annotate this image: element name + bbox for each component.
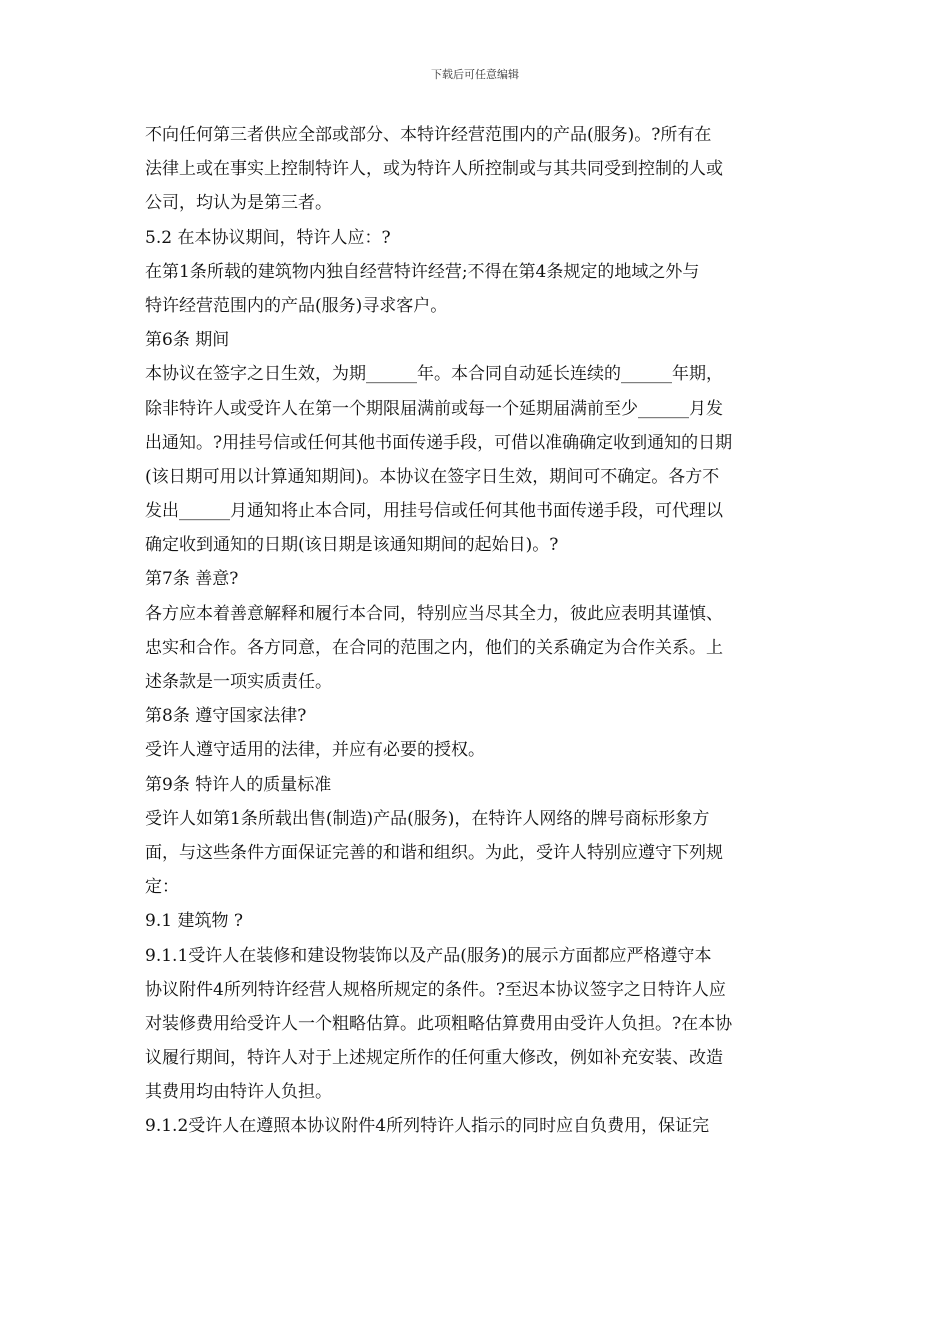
section-heading: 5.2 在本协议期间，特许人应：?: [145, 227, 391, 248]
article-heading: 第7条 善意?: [145, 569, 239, 590]
text-line: 面，与这些条件方面保证完善的和谐和组织。为此，受许人特别应遵守下列规: [145, 842, 723, 863]
text-line: 公司，均认为是第三者。: [145, 193, 332, 214]
text-line: 法律上或在事实上控制特许人，或为特许人所控制或与其共同受到控制的人或: [145, 159, 723, 180]
text-line: 本协议在签字之日生效，为期______年。本合同自动延长连续的______年期，: [145, 364, 723, 385]
text-line: 协议附件4所列特许经营人规格所规定的条件。?至迟本协议签字之日特许人应: [145, 979, 726, 1000]
text-line: 其费用均由特许人负担。: [145, 1082, 332, 1103]
text-line: 各方应本着善意解释和履行本合同，特别应当尽其全力，彼此应表明其谨慎、: [145, 603, 723, 624]
text-line: 述条款是一项实质责任。: [145, 672, 332, 692]
text-line: 特许经营范围内的产品(服务)寻求客户。: [145, 295, 448, 316]
article-heading: 第8条 遵守国家法律?: [145, 706, 307, 727]
text-line: 议履行期间，特许人对于上述规定所作的任何重大修改，例如补充安装、改造: [145, 1048, 723, 1069]
text-line: 9.1.1受许人在装修和建设物装饰以及产品(服务)的展示方面都应严格遵守本: [145, 945, 712, 966]
article-heading: 第6条 期间: [145, 330, 230, 351]
text-line: 受许人如第1条所载出售(制造)产品(服务)，在特许人网络的牌号商标形象方: [145, 808, 710, 829]
text-line: 忠实和合作。各方同意，在合同的范围之内，他们的关系确定为合作关系。上: [145, 637, 723, 658]
text-line: (该日期可用以计算通知期间)。本协议在签字日生效，期间可不确定。各方不: [145, 466, 720, 487]
text-line: 受许人遵守适用的法律，并应有必要的授权。: [145, 740, 485, 761]
text-line: 在第1条所载的建筑物内独自经营特许经营;不得在第4条规定的地域之外与: [145, 261, 700, 282]
text-line: 定：: [145, 877, 179, 898]
text-line: 发出______月通知将止本合同，用挂号信或任何其他书面传递手段，可代理以: [145, 501, 723, 522]
page-header: 下载后可任意编辑: [431, 68, 519, 81]
text-line: 9.1.2受许人在遵照本协议附件4所列特许人指示的同时应自负费用，保证完: [145, 1116, 710, 1137]
text-line: 不向任何第三者供应全部或部分、本特许经营范围内的产品(服务)。?所有在: [145, 125, 712, 145]
section-heading: 9.1 建筑物 ?: [145, 911, 243, 932]
document-body: [145, 118, 807, 1144]
text-line: 出通知。?用挂号信或任何其他书面传递手段，可借以准确确定收到通知的日期: [145, 432, 733, 453]
text-line: 对装修费用给受许人一个粗略估算。此项粗略估算费用由受许人负担。?在本协: [145, 1013, 733, 1034]
article-heading: 第9条 特许人的质量标准: [145, 774, 332, 795]
text-line: 除非特许人或受许人在第一个期限届满前或每一个延期届满前至少______月发: [145, 398, 723, 419]
text-line: 确定收到通知的日期(该日期是该通知期间的起始日)。?: [145, 535, 559, 556]
